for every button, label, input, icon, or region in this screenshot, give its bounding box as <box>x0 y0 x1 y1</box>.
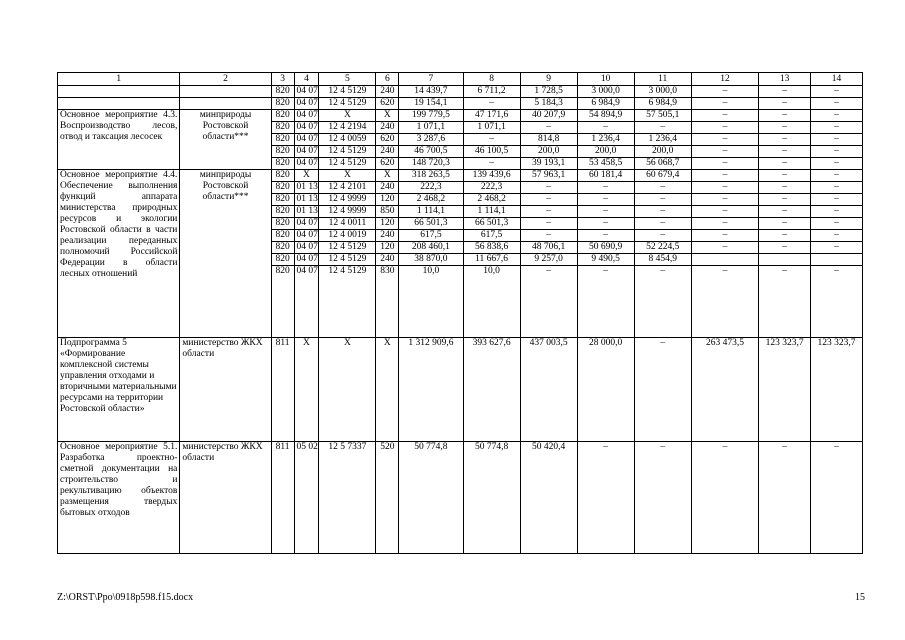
vr-cell: 850 <box>376 206 399 218</box>
value-cell: 38 870,0 <box>399 254 463 266</box>
value-cell: – <box>691 266 758 338</box>
value-cell: 123 323,7 <box>759 338 811 442</box>
value-cell: – <box>691 134 758 146</box>
csr-cell: 12 4 5129 <box>319 266 376 338</box>
csr-cell: 12 4 9999 <box>319 206 376 218</box>
csr-cell: 12 4 2101 <box>319 182 376 194</box>
value-cell: 28 000,0 <box>577 338 634 442</box>
value-cell: 46 700,5 <box>399 146 463 158</box>
value-cell: 50 774,8 <box>463 442 520 554</box>
grbs-cell: 820 <box>271 170 294 182</box>
value-cell: – <box>577 442 634 554</box>
value-cell: 617,5 <box>463 230 520 242</box>
table-row <box>58 170 863 182</box>
activity-name-cell <box>58 86 180 98</box>
col-header: 11 <box>634 73 691 86</box>
value-cell: – <box>691 146 758 158</box>
value-cell: 54 894,9 <box>577 110 634 122</box>
grbs-cell: 820 <box>271 134 294 146</box>
grbs-cell: 820 <box>271 230 294 242</box>
value-cell: – <box>691 218 758 230</box>
value-cell: – <box>691 122 758 134</box>
value-cell: 40 207,9 <box>520 110 577 122</box>
value-cell: 1 728,5 <box>520 86 577 98</box>
col-header: 14 <box>811 73 863 86</box>
value-cell: – <box>811 218 863 230</box>
value-cell: 6 711,2 <box>463 86 520 98</box>
value-cell: 60 679,4 <box>634 170 691 182</box>
value-cell: 8 454,9 <box>634 254 691 266</box>
rzpr-cell: 01 13 <box>294 206 319 218</box>
grbs-cell: 820 <box>271 146 294 158</box>
csr-cell: 12 4 5129 <box>319 254 376 266</box>
value-cell: – <box>520 230 577 242</box>
value-cell: – <box>691 194 758 206</box>
value-cell: 617,5 <box>399 230 463 242</box>
rzpr-cell: 01 13 <box>294 182 319 194</box>
value-cell: 50 774,8 <box>399 442 463 554</box>
value-cell: 14 439,7 <box>399 86 463 98</box>
value-cell: – <box>759 122 811 134</box>
vr-cell: 620 <box>376 158 399 170</box>
table-row <box>58 338 863 442</box>
value-cell: – <box>811 122 863 134</box>
rzpr-cell: 04 07 <box>294 122 319 134</box>
value-cell: – <box>463 134 520 146</box>
activity-name-cell: Основное мероприятие 4.3. Воспроизводство лесов, отвод и таксация лесосек <box>58 110 180 170</box>
value-cell <box>691 254 758 266</box>
col-header: 7 <box>399 73 463 86</box>
value-cell: – <box>759 170 811 182</box>
grbs-cell: 820 <box>271 254 294 266</box>
csr-cell: 12 4 5129 <box>319 86 376 98</box>
responsible-cell: минприроды Ростовской области*** <box>180 170 271 338</box>
vr-cell: 240 <box>376 230 399 242</box>
vr-cell: 240 <box>376 146 399 158</box>
table-row <box>58 110 863 122</box>
page-number: 15 <box>855 592 865 603</box>
rzpr-cell: 04 07 <box>294 98 319 110</box>
value-cell: – <box>759 194 811 206</box>
responsible-cell <box>180 98 271 110</box>
col-header: 4 <box>294 73 319 86</box>
csr-cell: 12 4 0059 <box>319 134 376 146</box>
csr-cell: 12 4 9999 <box>319 194 376 206</box>
value-cell: – <box>759 218 811 230</box>
col-header: 5 <box>319 73 376 86</box>
activity-name-cell: Основное мероприятие 5.1. Разработка проектно-сметной документации на строительство и рекультивацию объектов размещения твердых бытовых отходов <box>58 442 180 554</box>
rzpr-cell: 05 02 <box>294 442 319 554</box>
rzpr-cell: Х <box>294 338 319 442</box>
grbs-cell: 820 <box>271 206 294 218</box>
col-header: 2 <box>180 73 271 86</box>
value-cell: 123 323,7 <box>811 338 863 442</box>
value-cell: – <box>634 206 691 218</box>
grbs-cell: 820 <box>271 158 294 170</box>
vr-cell: 240 <box>376 122 399 134</box>
col-header: 13 <box>759 73 811 86</box>
value-cell: 814,8 <box>520 134 577 146</box>
csr-cell: 12 5 7337 <box>319 442 376 554</box>
value-cell: – <box>759 110 811 122</box>
value-cell: 9 490,5 <box>577 254 634 266</box>
value-cell: 6 984,9 <box>577 98 634 110</box>
value-cell: 2 468,2 <box>463 194 520 206</box>
col-header: 10 <box>577 73 634 86</box>
value-cell: – <box>577 266 634 338</box>
value-cell: – <box>520 122 577 134</box>
activity-name-cell: Основное мероприятие 4.4. Обеспечение выполнения функций аппарата министерства природных ресурсов и экологии Ростовской области в части реализации переданных полномочий Российской Федерации в области лесных отношений <box>58 170 180 338</box>
col-header: 1 <box>58 73 180 86</box>
grbs-cell: 820 <box>271 242 294 254</box>
value-cell: 1 312 909,6 <box>399 338 463 442</box>
responsible-cell: министерство ЖКХ области <box>180 338 271 442</box>
header-row <box>58 73 863 86</box>
grbs-cell: 820 <box>271 182 294 194</box>
vr-cell: 240 <box>376 182 399 194</box>
value-cell: 66 501,3 <box>399 218 463 230</box>
vr-cell: 620 <box>376 98 399 110</box>
value-cell: 222,3 <box>399 182 463 194</box>
value-cell: 3 287,6 <box>399 134 463 146</box>
value-cell <box>811 254 863 266</box>
col-header: 3 <box>271 73 294 86</box>
csr-cell: 12 4 5129 <box>319 98 376 110</box>
value-cell: – <box>759 242 811 254</box>
value-cell: 60 181,4 <box>577 170 634 182</box>
csr-cell: Х <box>319 110 376 122</box>
value-cell: – <box>811 158 863 170</box>
value-cell: 200,0 <box>577 146 634 158</box>
grbs-cell: 820 <box>271 218 294 230</box>
rzpr-cell: 04 07 <box>294 230 319 242</box>
value-cell: – <box>811 146 863 158</box>
col-header: 9 <box>520 73 577 86</box>
value-cell: – <box>634 338 691 442</box>
value-cell: 1 114,1 <box>463 206 520 218</box>
vr-cell: 240 <box>376 254 399 266</box>
grbs-cell: 820 <box>271 98 294 110</box>
grbs-cell: 820 <box>271 122 294 134</box>
value-cell: – <box>691 230 758 242</box>
value-cell: – <box>759 206 811 218</box>
grbs-cell: 820 <box>271 194 294 206</box>
value-cell: – <box>759 182 811 194</box>
value-cell: – <box>811 86 863 98</box>
value-cell: – <box>691 98 758 110</box>
value-cell: – <box>577 194 634 206</box>
value-cell: 3 000,0 <box>634 86 691 98</box>
vr-cell: 120 <box>376 242 399 254</box>
rzpr-cell: 04 07 <box>294 134 319 146</box>
csr-cell: 12 4 0011 <box>319 218 376 230</box>
value-cell: 56 838,6 <box>463 242 520 254</box>
value-cell: – <box>520 182 577 194</box>
value-cell: – <box>759 230 811 242</box>
value-cell: – <box>634 266 691 338</box>
col-header: 12 <box>691 73 758 86</box>
rzpr-cell: Х <box>294 170 319 182</box>
value-cell: – <box>811 442 863 554</box>
vr-cell: Х <box>376 110 399 122</box>
value-cell: – <box>577 218 634 230</box>
rzpr-cell: 04 07 <box>294 254 319 266</box>
rzpr-cell: 04 07 <box>294 86 319 98</box>
value-cell: 66 501,3 <box>463 218 520 230</box>
value-cell: 9 257,0 <box>520 254 577 266</box>
value-cell: – <box>811 110 863 122</box>
activity-name-cell: Подпрограмма 5 «Формирование комплексной системы управления отходами и вторичными материальными ресурсами на территории Ростовской области» <box>58 338 180 442</box>
value-cell: 437 003,5 <box>520 338 577 442</box>
value-cell: 1 114,1 <box>399 206 463 218</box>
value-cell: – <box>634 194 691 206</box>
col-header: 8 <box>463 73 520 86</box>
value-cell: 50 690,9 <box>577 242 634 254</box>
value-cell: – <box>759 266 811 338</box>
value-cell: 139 439,6 <box>463 170 520 182</box>
rzpr-cell: 04 07 <box>294 146 319 158</box>
value-cell: – <box>691 110 758 122</box>
value-cell: – <box>811 98 863 110</box>
rzpr-cell: 04 07 <box>294 158 319 170</box>
responsible-cell: минприроды Ростовской области*** <box>180 110 271 170</box>
rzpr-cell: 04 07 <box>294 266 319 338</box>
value-cell: – <box>691 242 758 254</box>
value-cell: 1 071,1 <box>399 122 463 134</box>
csr-cell: Х <box>319 338 376 442</box>
value-cell: 1 236,4 <box>577 134 634 146</box>
value-cell: – <box>811 266 863 338</box>
rzpr-cell: 04 07 <box>294 242 319 254</box>
value-cell: 1 236,4 <box>634 134 691 146</box>
value-cell: – <box>811 230 863 242</box>
value-cell: 3 000,0 <box>577 86 634 98</box>
value-cell: – <box>634 218 691 230</box>
csr-cell: 12 4 5129 <box>319 242 376 254</box>
value-cell: – <box>691 206 758 218</box>
value-cell: – <box>634 182 691 194</box>
value-cell: 57 963,1 <box>520 170 577 182</box>
value-cell: – <box>759 98 811 110</box>
value-cell: – <box>577 122 634 134</box>
value-cell: 47 171,6 <box>463 110 520 122</box>
vr-cell: Х <box>376 338 399 442</box>
value-cell: – <box>759 158 811 170</box>
value-cell: 2 468,2 <box>399 194 463 206</box>
value-cell: – <box>759 134 811 146</box>
value-cell: 53 458,5 <box>577 158 634 170</box>
value-cell: – <box>577 230 634 242</box>
value-cell: – <box>691 170 758 182</box>
table-row <box>58 442 863 554</box>
value-cell: 46 100,5 <box>463 146 520 158</box>
value-cell: 56 068,7 <box>634 158 691 170</box>
value-cell: – <box>520 218 577 230</box>
value-cell: – <box>691 158 758 170</box>
rzpr-cell: 01 13 <box>294 194 319 206</box>
value-cell: 52 224,5 <box>634 242 691 254</box>
value-cell: – <box>811 170 863 182</box>
value-cell: 10,0 <box>463 266 520 338</box>
grbs-cell: 820 <box>271 86 294 98</box>
value-cell: 50 420,4 <box>520 442 577 554</box>
value-cell: 222,3 <box>463 182 520 194</box>
value-cell: – <box>759 86 811 98</box>
value-cell: 10,0 <box>399 266 463 338</box>
csr-cell: 12 4 5129 <box>319 158 376 170</box>
value-cell: – <box>811 182 863 194</box>
rzpr-cell: 04 07 <box>294 110 319 122</box>
value-cell: 39 193,1 <box>520 158 577 170</box>
rzpr-cell: 04 07 <box>294 218 319 230</box>
value-cell: – <box>691 182 758 194</box>
value-cell: 199 779,5 <box>399 110 463 122</box>
table-row <box>58 98 863 110</box>
value-cell: 5 184,3 <box>520 98 577 110</box>
vr-cell: 240 <box>376 86 399 98</box>
vr-cell: Х <box>376 170 399 182</box>
value-cell <box>759 254 811 266</box>
value-cell: – <box>811 242 863 254</box>
value-cell: – <box>520 206 577 218</box>
grbs-cell: 811 <box>271 338 294 442</box>
value-cell: 6 984,9 <box>634 98 691 110</box>
responsible-cell: министерство ЖКХ области <box>180 442 271 554</box>
value-cell: – <box>577 182 634 194</box>
value-cell: 11 667,6 <box>463 254 520 266</box>
value-cell: – <box>520 266 577 338</box>
value-cell: – <box>759 146 811 158</box>
value-cell: 208 460,1 <box>399 242 463 254</box>
value-cell: 263 473,5 <box>691 338 758 442</box>
activity-name-cell <box>58 98 180 110</box>
csr-cell: Х <box>319 170 376 182</box>
value-cell: – <box>811 206 863 218</box>
vr-cell: 120 <box>376 218 399 230</box>
value-cell: 48 706,1 <box>520 242 577 254</box>
grbs-cell: 811 <box>271 442 294 554</box>
value-cell: – <box>759 442 811 554</box>
responsible-cell <box>180 86 271 98</box>
csr-cell: 12 4 0019 <box>319 230 376 242</box>
value-cell: – <box>811 134 863 146</box>
value-cell: 19 154,1 <box>399 98 463 110</box>
value-cell: 1 071,1 <box>463 122 520 134</box>
vr-cell: 830 <box>376 266 399 338</box>
value-cell: 393 627,6 <box>463 338 520 442</box>
value-cell: 200,0 <box>520 146 577 158</box>
value-cell: – <box>811 194 863 206</box>
value-cell: 200,0 <box>634 146 691 158</box>
vr-cell: 620 <box>376 134 399 146</box>
value-cell: – <box>634 230 691 242</box>
value-cell: – <box>520 194 577 206</box>
table-row <box>58 86 863 98</box>
vr-cell: 520 <box>376 442 399 554</box>
value-cell: – <box>634 442 691 554</box>
grbs-cell: 820 <box>271 110 294 122</box>
value-cell: – <box>691 442 758 554</box>
value-cell: – <box>463 98 520 110</box>
value-cell: – <box>577 206 634 218</box>
value-cell: – <box>691 86 758 98</box>
value-cell: 148 720,3 <box>399 158 463 170</box>
value-cell: – <box>463 158 520 170</box>
value-cell: 57 505,1 <box>634 110 691 122</box>
file-path: Z:\ORST\Ppo\0918p598.f15.docx <box>57 592 194 603</box>
grbs-cell: 820 <box>271 266 294 338</box>
budget-table <box>57 72 863 554</box>
value-cell: 318 263,5 <box>399 170 463 182</box>
value-cell: – <box>634 122 691 134</box>
csr-cell: 12 4 5129 <box>319 146 376 158</box>
vr-cell: 120 <box>376 194 399 206</box>
col-header: 6 <box>376 73 399 86</box>
csr-cell: 12 4 2194 <box>319 122 376 134</box>
